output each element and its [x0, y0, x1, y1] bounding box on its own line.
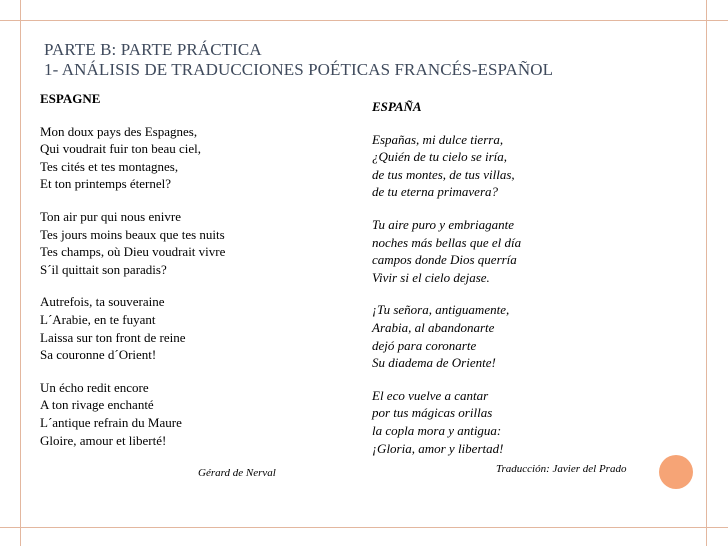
spanish-stanza-1 — [372, 131, 521, 201]
poem-line: Gloire, amour et liberté! — [40, 432, 167, 448]
poem-line: campos donde Dios querría — [372, 252, 517, 268]
poem-line: ¡Tu señora, antiguamente, — [372, 302, 510, 318]
spanish-stanza-4 — [372, 387, 521, 457]
poem-line: Sa couronne d´Orient! — [40, 347, 157, 363]
poem-line: por tus mágicas orillas — [372, 405, 493, 421]
poem-line: Tes cités et tes montagnes, — [40, 158, 179, 174]
spanish-poem — [372, 98, 521, 472]
poem-line: Arabia, al abandonarte — [372, 319, 495, 335]
french-stanza-1 — [40, 123, 225, 193]
poem-line: de tu eterna primavera? — [372, 184, 499, 200]
accent-circle — [659, 455, 693, 489]
spanish-poem-heading: ESPAÑA — [372, 99, 422, 114]
frame-line-bottom — [0, 527, 728, 528]
poem-line: Tu aire puro y embriagante — [372, 216, 515, 232]
french-poem — [40, 90, 225, 464]
slide-title-line-2: 1- ANÁLISIS DE TRADUCCIONES POÉTICAS FRANCÉS-ESPAÑOL — [44, 60, 554, 79]
poem-line: Su diadema de Oriente! — [372, 355, 496, 371]
frame-line-left — [20, 0, 21, 546]
poem-line: ¿Quién de tu cielo se iría, — [372, 149, 508, 165]
poem-author: Gérard de Nerval — [198, 467, 276, 479]
poem-line: noches más bellas que el día — [372, 234, 522, 250]
poem-line: Qui voudrait fuir ton beau ciel, — [40, 141, 202, 157]
poem-line: L´Arabie, en te fuyant — [40, 311, 156, 327]
french-stanza-3 — [40, 293, 225, 363]
french-stanza-4 — [40, 379, 225, 449]
poem-line: Autrefois, ta souveraine — [40, 294, 165, 310]
french-poem-heading: ESPAGNE — [40, 91, 101, 106]
poem-line: El eco vuelve a cantar — [372, 387, 489, 403]
poem-line: Españas, mi dulce tierra, — [372, 131, 504, 147]
french-stanza-2 — [40, 208, 225, 278]
poem-line: dejó para coronarte — [372, 337, 477, 353]
poem-line: Laissa sur ton front de reine — [40, 329, 186, 345]
spanish-stanza-3 — [372, 301, 521, 371]
poem-line: S´il quittait son paradis? — [40, 261, 167, 277]
spanish-stanza-2 — [372, 216, 521, 286]
poem-line: Un écho redit encore — [40, 379, 149, 395]
poem-line: A ton rivage enchanté — [40, 397, 154, 413]
poem-line: Vivir si el cielo dejase. — [372, 269, 490, 285]
poem-line: la copla mora y antigua: — [372, 422, 502, 438]
poem-line: de tus montes, de tus villas, — [372, 166, 515, 182]
poem-line: ¡Gloria, amor y libertad! — [372, 440, 504, 456]
slide-title — [44, 40, 553, 80]
poem-line: Tes champs, où Dieu voudrait vivre — [40, 244, 226, 260]
poem-line: L´antique refrain du Maure — [40, 414, 182, 430]
poem-line: Et ton printemps éternel? — [40, 176, 172, 192]
slide-title-line-1: PARTE B: PARTE PRÁCTICA — [44, 40, 262, 59]
translator-credit: Traducción: Javier del Prado — [496, 463, 627, 475]
frame-line-right — [706, 0, 707, 546]
poem-line: Tes jours moins beaux que tes nuits — [40, 226, 225, 242]
poem-line: Ton air pur qui nous enivre — [40, 208, 181, 224]
frame-line-top — [0, 20, 728, 21]
poem-line: Mon doux pays des Espagnes, — [40, 123, 198, 139]
